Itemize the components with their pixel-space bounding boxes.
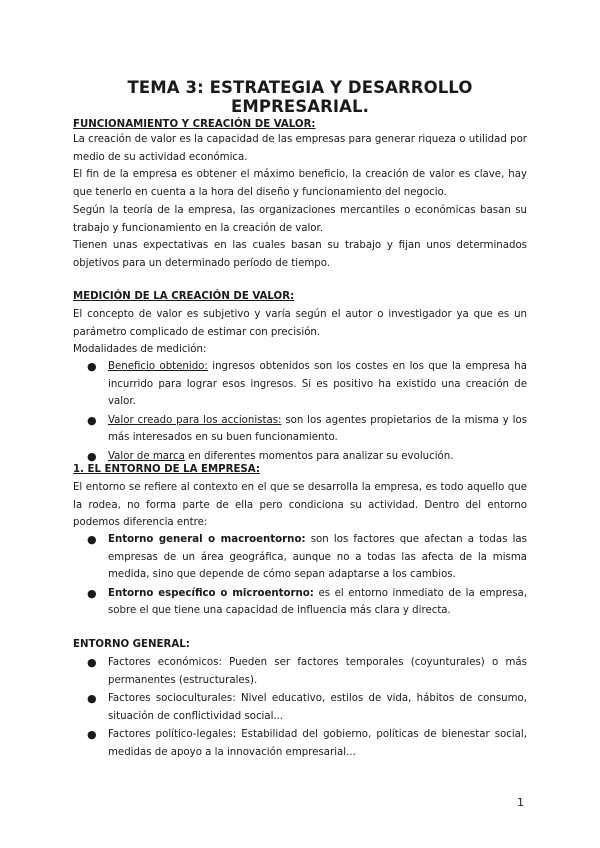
bullet-icon: ● — [87, 586, 97, 600]
paragraph: Según la teoría de la empresa, las organizaciones mercantiles o económicas basan su trabajo y funcionamiento en la creación de valor. — [73, 205, 527, 234]
bullet-icon: ● — [87, 728, 97, 741]
list-item: ● Factores económicos: Pueden ser factores temporales (coyunturales) o más permanentes (estructurales). — [87, 656, 527, 686]
bullet-icon: ● — [87, 656, 97, 669]
paragraph: El concepto de valor es subjetivo y varía según el autor o investigador ya que es un parámetro complicado de estimar con precisión. — [73, 309, 527, 338]
bullet-icon: ● — [87, 449, 97, 463]
bullet-icon: ● — [87, 413, 97, 427]
page-title: TEMA 3: ESTRATEGIA Y DESARROLLO EMPRESARIAL. — [127, 78, 473, 116]
list-item: ● Valor creado para los accionistas: son los agentes propietarios de la misma y los más interesados en su buen funcionamiento. — [87, 413, 527, 443]
bullet-list-entorno-general — [87, 654, 527, 762]
list-item: ● Valor de marca en diferentes momentos para analizar su evolución. — [87, 448, 527, 466]
paragraph: El fin de la empresa es obtener el máximo beneficio, la creación de valor es clave, hay que tenerlo en cuenta a la hora del diseño y funcionamiento del negocio. — [73, 169, 527, 198]
section-heading-entorno-general: ENTORNO GENERAL: — [73, 639, 190, 650]
section-heading-funcionamiento: FUNCIONAMIENTO Y CREACIÓN DE VALOR: — [73, 119, 316, 130]
bullet-icon: ● — [87, 692, 97, 705]
paragraph: Modalidades de medición: — [73, 344, 207, 355]
page-number: 1 — [517, 796, 524, 809]
list-item: ● Beneficio obtenido: ingresos obtenidos son los costes en los que la empresa ha incurrido para lograr esos ingresos. Si es positivo ha existido una creación de valor. — [87, 360, 527, 407]
section-heading-medicion: MEDICIÓN DE LA CREACIÓN DE VALOR: — [73, 291, 295, 302]
list-item: ● Entorno general o macroentorno: son los factores que afectan a todas las empresas de un área geográfica, aunque no a todas las afecta de la misma medida, sino que depende de cómo sepan adaptarse a los cambios. — [87, 533, 527, 580]
bullet-icon: ● — [87, 533, 97, 546]
list-item: ● Factores político-legales: Estabilidad del gobierno, políticas de bienestar social, medidas de apoyo a la innovación empresarial... — [87, 728, 527, 758]
bullet-list-medicion — [87, 358, 527, 466]
section-heading-entorno: 1. EL ENTORNO DE LA EMPRESA: — [73, 464, 260, 475]
bullet-icon: ● — [87, 360, 97, 373]
list-item: ● Entorno específico o microentorno: es el entorno inmediato de la empresa, sobre el que tiene una capacidad de influencia más clara y directa. — [87, 586, 527, 616]
paragraph: El entorno se refiere al contexto en el que se desarrolla la empresa, es todo aquello que la rodea, no forma parte de ella pero condiciona su actividad. Dentro del entorno podemos diferencia entre: — [73, 482, 527, 528]
paragraph: La creación de valor es la capacidad de las empresas para generar riqueza o utilidad por medio de su actividad económica. — [73, 134, 527, 163]
list-item: ● Factores socioculturales: Nivel educativo, estilos de vida, hábitos de consumo, situación de conflictividad social... — [87, 692, 527, 722]
paragraph: Tienen unas expectativas en las cuales basan su trabajo y fijan unos determinados objetivos para un determinado período de tiempo. — [73, 240, 527, 269]
bullet-list-entorno — [87, 531, 527, 621]
